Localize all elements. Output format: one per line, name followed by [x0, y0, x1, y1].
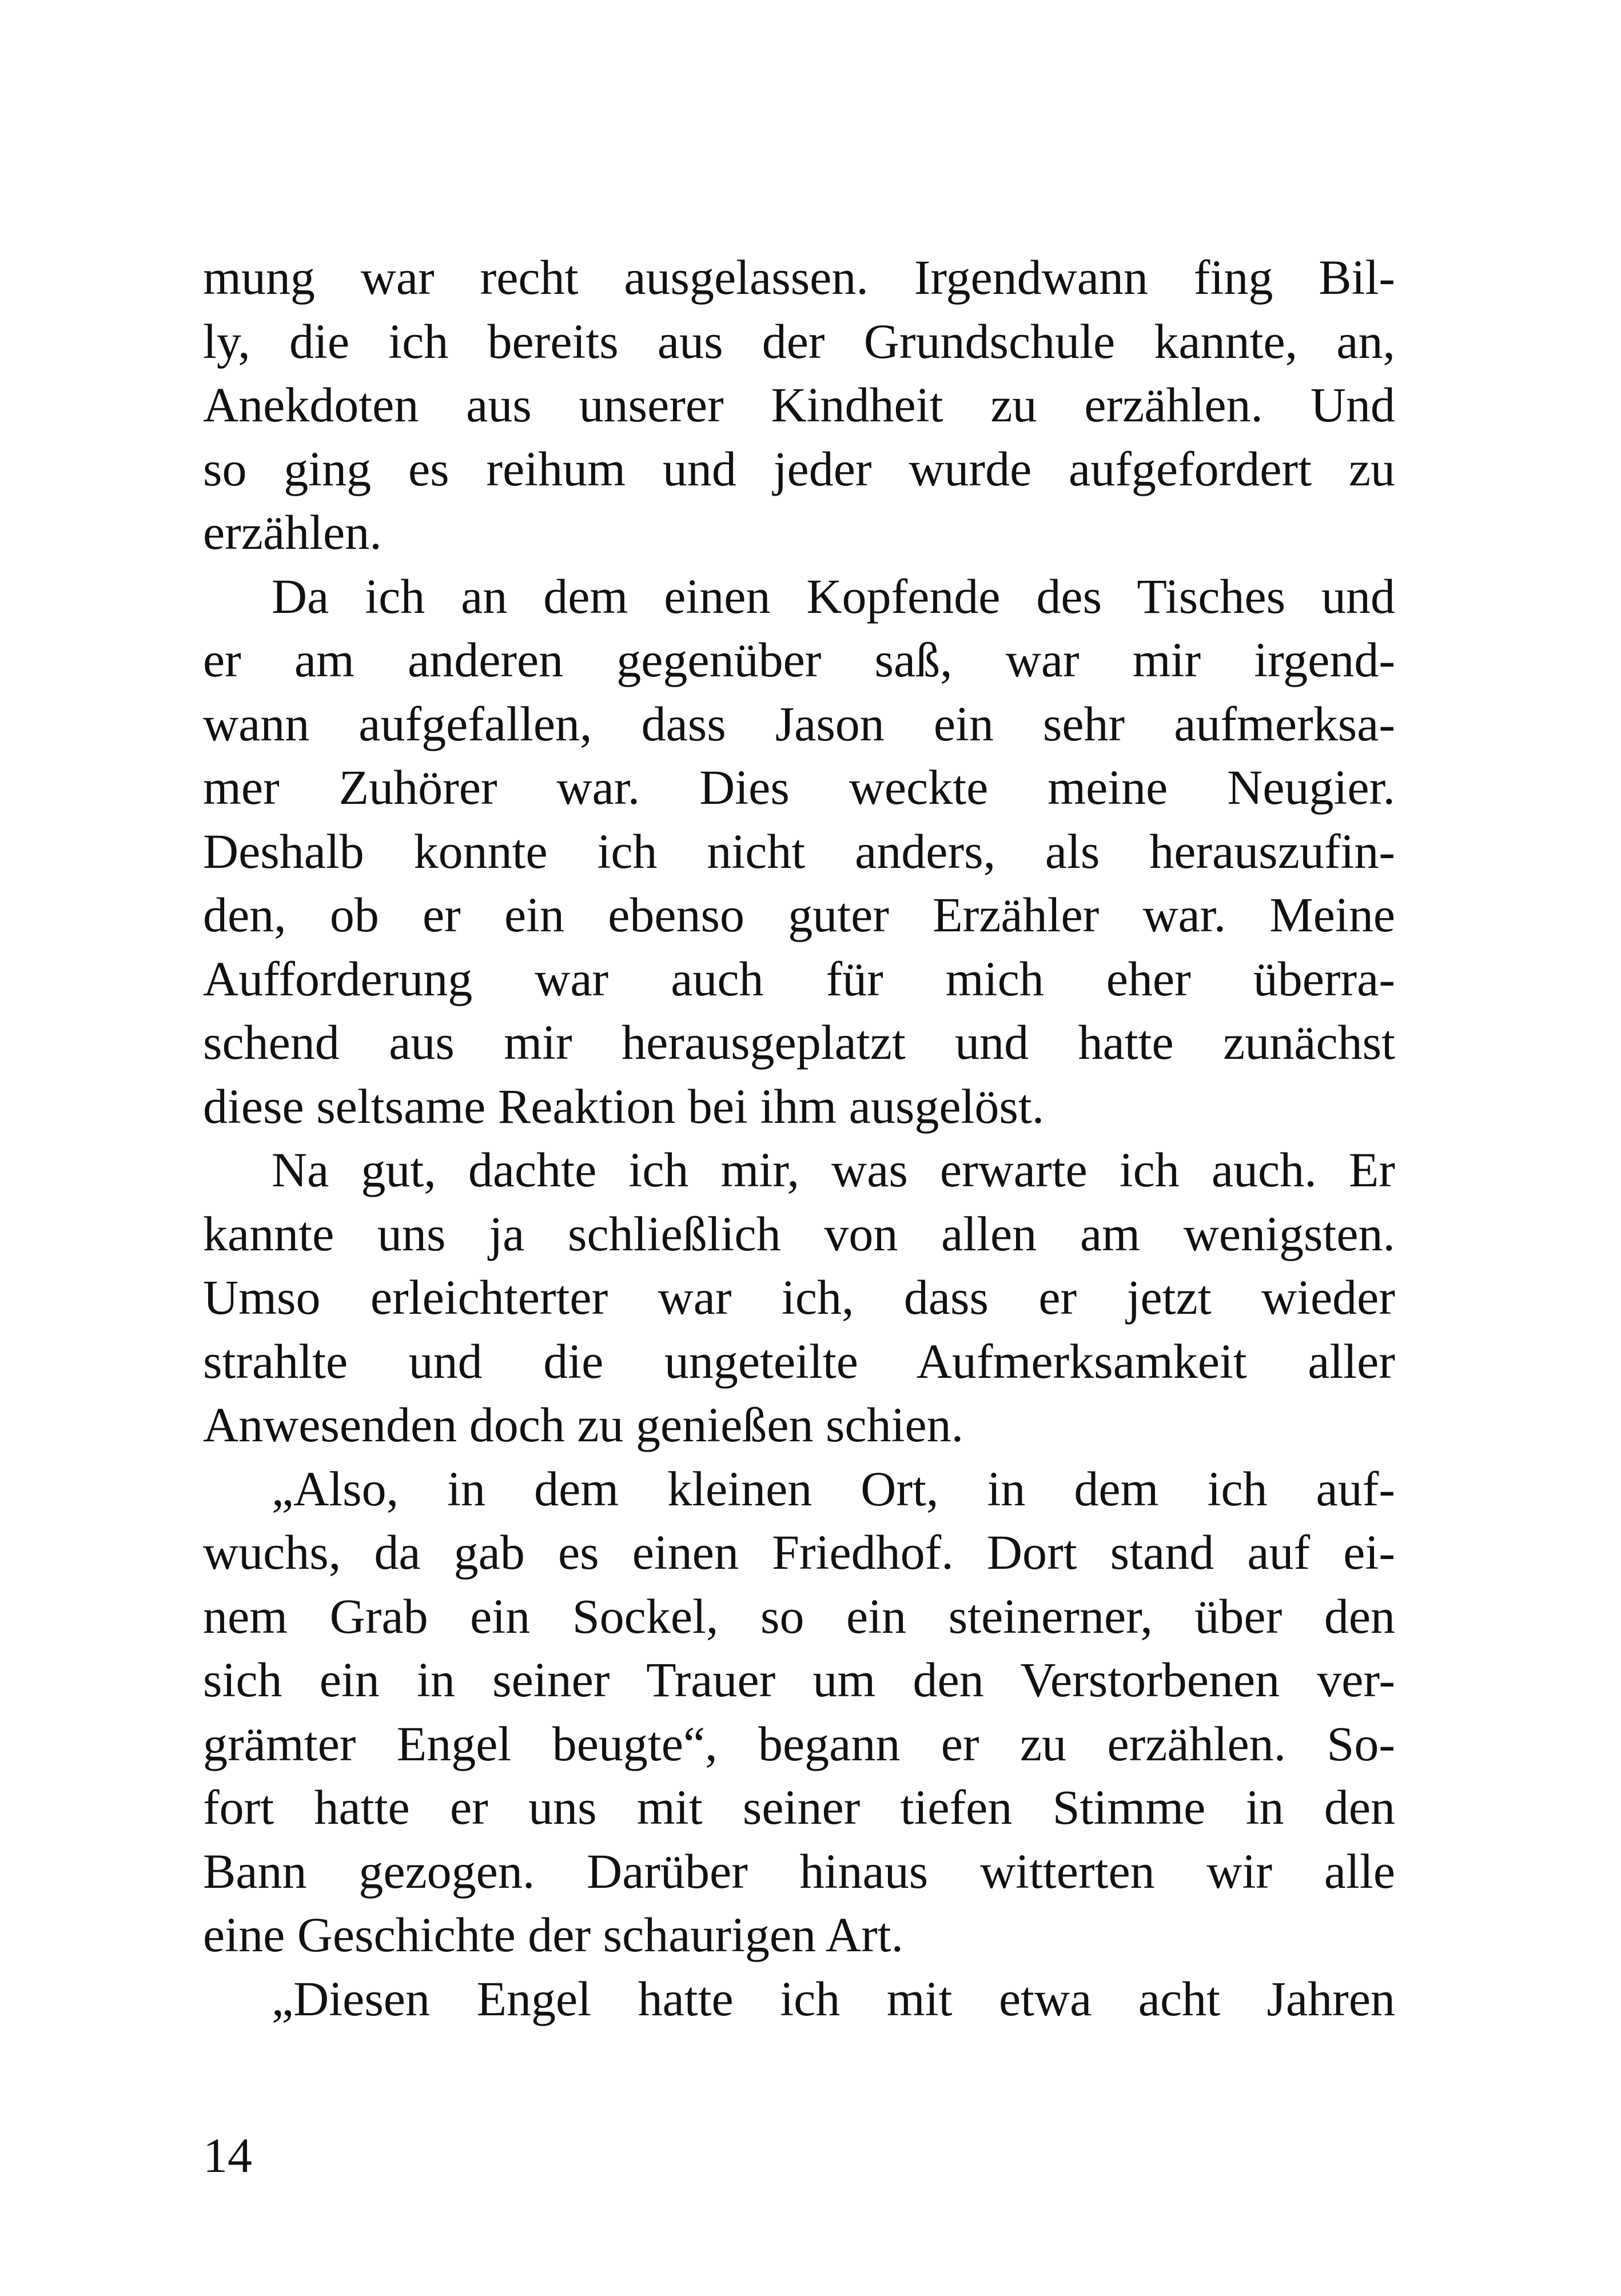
paragraph — [203, 1457, 1395, 1967]
text-line: er am anderen gegenüber saß, war mir irgend- — [203, 632, 1395, 687]
text-line: eine Geschichte der schaurigen Art. — [203, 1907, 903, 1962]
text-line: „Diesen Engel hatte ich mit etwa acht Jahren — [272, 1971, 1395, 2026]
text-line: wuchs, da gab es einen Friedhof. Dort stand auf ei- — [203, 1525, 1395, 1580]
text-line: den, ob er ein ebenso guter Erzähler war. Meine — [203, 887, 1395, 942]
body-text — [203, 246, 1395, 2031]
text-line: strahlte und die ungeteilte Aufmerksamkeit aller — [203, 1333, 1395, 1389]
text-line: mung war recht ausgelassen. Irgendwann fing Bil- — [203, 250, 1395, 305]
text-line: Bann gezogen. Darüber hinaus witterten wir alle — [203, 1843, 1395, 1899]
text-line: Deshalb konnte ich nicht anders, als herauszufin- — [203, 823, 1395, 879]
text-line: Da ich an dem einen Kopfende des Tisches und — [272, 568, 1395, 624]
text-line: Aufforderung war auch für mich eher überra- — [203, 951, 1395, 1006]
text-line: mer Zuhörer war. Dies weckte meine Neugier. — [203, 760, 1395, 815]
text-line: sich ein in seiner Trauer um den Verstorbenen ver- — [203, 1652, 1395, 1707]
text-line: diese seltsame Reaktion bei ihm ausgelöst. — [203, 1078, 1045, 1134]
text-line: nem Grab ein Sockel, so ein steinerner, über den — [203, 1588, 1395, 1644]
page-number: 14 — [203, 2128, 252, 2183]
text-line: erzählen. — [203, 505, 382, 560]
paragraph — [203, 565, 1395, 1139]
text-line: so ging es reihum und jeder wurde aufgefordert zu — [203, 441, 1395, 496]
text-line: grämter Engel beugte“, begann er zu erzählen. So- — [203, 1716, 1395, 1771]
paragraph — [203, 1138, 1395, 1457]
text-line: „Also, in dem kleinen Ort, in dem ich auf- — [272, 1461, 1395, 1516]
text-line: ly, die ich bereits aus der Grundschule kannte, an, — [203, 313, 1395, 369]
text-line: Anwesenden doch zu genießen schien. — [203, 1397, 964, 1452]
text-line: kannte uns ja schließlich von allen am wenigsten. — [203, 1206, 1395, 1261]
paragraph — [203, 246, 1395, 565]
text-line: schend aus mir herausgeplatzt und hatte zunächst — [203, 1015, 1395, 1070]
paragraph — [203, 1967, 1395, 2031]
text-line: Umso erleichterter war ich, dass er jetzt wieder — [203, 1270, 1395, 1325]
text-line: Anekdoten aus unserer Kindheit zu erzählen. Und — [203, 377, 1395, 432]
text-line: fort hatte er uns mit seiner tiefen Stimme in den — [203, 1780, 1395, 1835]
text-line: wann aufgefallen, dass Jason ein sehr aufmerksa- — [203, 696, 1395, 751]
text-line: Na gut, dachte ich mir, was erwarte ich auch. Er — [272, 1142, 1395, 1197]
